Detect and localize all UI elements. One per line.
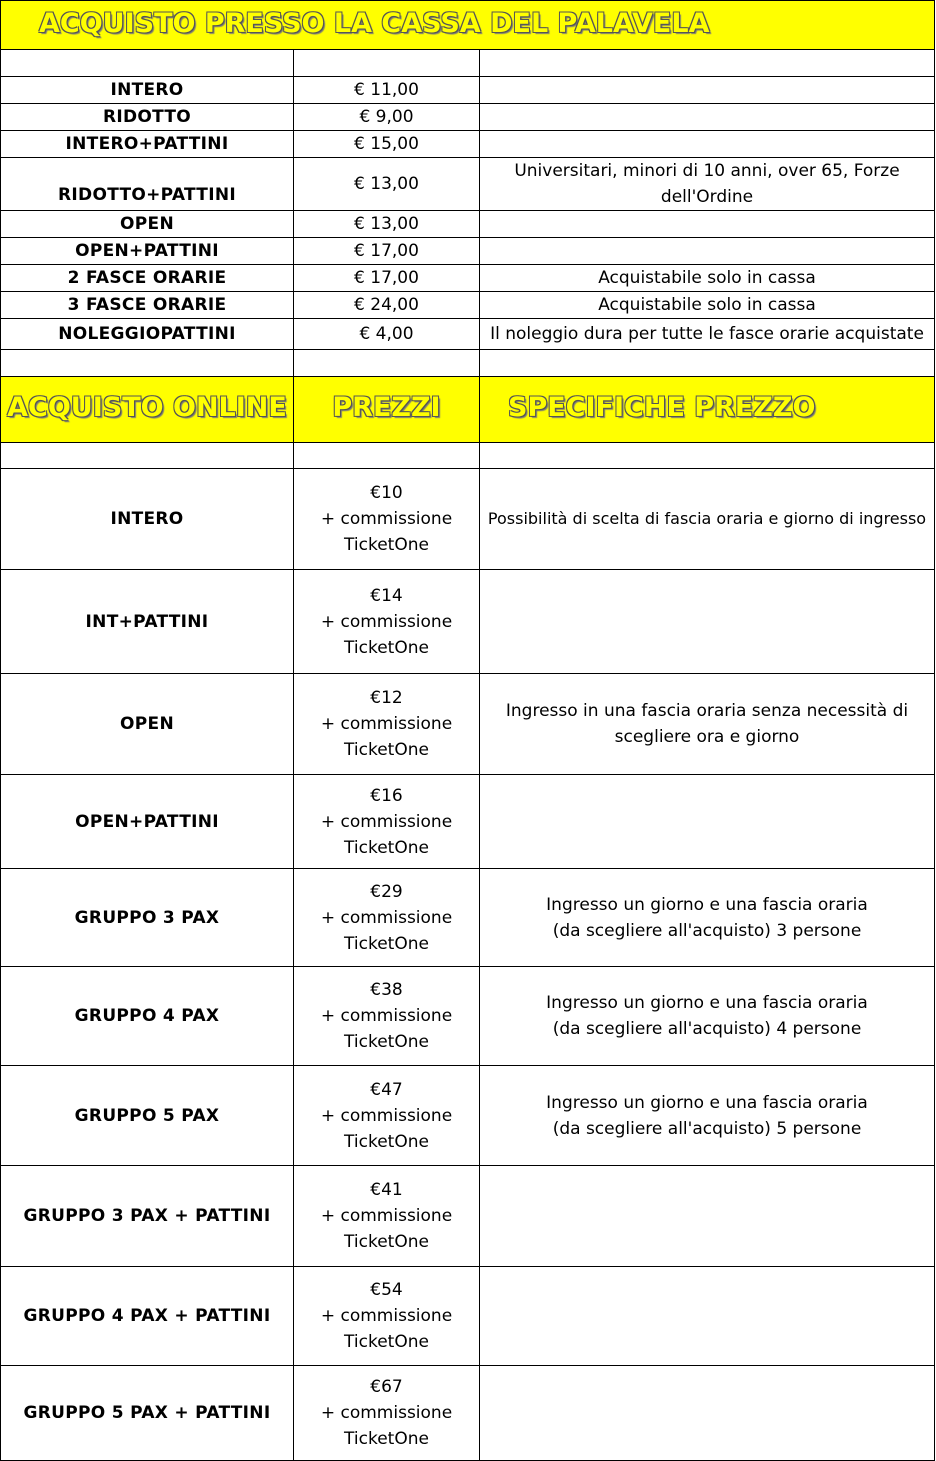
table-row xyxy=(1,158,935,211)
ticket-price: € 15,00 xyxy=(294,131,480,158)
ticket-price-value: €41 xyxy=(370,1180,403,1200)
commission-provider: TicketOne xyxy=(344,933,429,954)
ticket-price-value: €29 xyxy=(370,881,403,902)
online-header-col3: SPECIFICHE PREZZO xyxy=(508,392,816,423)
ticket-label: OPEN+PATTINI xyxy=(1,775,294,869)
ticket-price-value: €54 xyxy=(370,1280,403,1300)
cassa-title-cell xyxy=(1,1,935,50)
ticket-label: 3 FASCE ORARIE xyxy=(1,292,294,319)
table-row xyxy=(1,104,935,131)
ticket-note-line: scegliere ora e giorno xyxy=(614,727,800,747)
table-row xyxy=(1,1166,935,1267)
commission-provider: TicketOne xyxy=(344,1232,429,1252)
ticket-price-value: €67 xyxy=(370,1377,403,1397)
ticket-price xyxy=(294,869,480,967)
ticket-price xyxy=(294,1267,480,1366)
table-row xyxy=(1,1066,935,1166)
online-header-col1: ACQUISTO ONLINE xyxy=(7,392,287,423)
ticket-price xyxy=(294,1166,480,1267)
cassa-title: ACQUISTO PRESSO LA CASSA DEL PALAVELA xyxy=(39,7,710,39)
ticket-price: € 17,00 xyxy=(294,265,480,292)
table-row xyxy=(1,292,935,319)
table-row xyxy=(1,211,935,238)
ticket-note-line: Possibilità di scelta di fascia oraria e giorno di ingresso xyxy=(487,509,927,528)
commission-provider: TicketOne xyxy=(344,637,429,658)
ticket-note xyxy=(480,158,935,211)
empty-cell xyxy=(294,443,480,469)
ticket-label: GRUPPO 4 PAX xyxy=(1,967,294,1066)
ticket-note-line: Ingresso un giorno e una fascia oraria xyxy=(546,993,868,1013)
ticket-note xyxy=(480,1066,935,1166)
table-row xyxy=(1,265,935,292)
empty-cell xyxy=(294,50,480,77)
ticket-label: 2 FASCE ORARIE xyxy=(1,265,294,292)
commission-line: + commissione xyxy=(320,811,453,832)
commission-line: + commissione xyxy=(320,907,453,928)
commission-provider: TicketOne xyxy=(344,1332,429,1352)
table-row xyxy=(1,1267,935,1366)
ticket-price-value: €10 xyxy=(370,483,403,503)
ticket-price xyxy=(294,967,480,1066)
commission-provider: TicketOne xyxy=(344,1429,429,1449)
table-row xyxy=(1,674,935,775)
table-row xyxy=(1,775,935,869)
ticket-price-value: €38 xyxy=(370,980,403,1000)
online-header-col2: PREZZI xyxy=(332,392,441,423)
online-header-spec xyxy=(480,377,935,443)
commission-provider: TicketOne xyxy=(344,1131,429,1152)
online-header-price xyxy=(294,377,480,443)
ticket-price: € 9,00 xyxy=(294,104,480,131)
ticket-label: OPEN xyxy=(1,674,294,775)
ticket-note xyxy=(480,131,935,158)
table-row xyxy=(1,319,935,350)
ticket-price xyxy=(294,469,480,570)
ticket-label: RIDOTTO xyxy=(1,104,294,131)
ticket-price xyxy=(294,1066,480,1166)
ticket-note-line: Ingresso in una fascia oraria senza necessità di xyxy=(505,701,909,721)
ticket-price: € 11,00 xyxy=(294,77,480,104)
online-header-row xyxy=(1,377,935,443)
empty-cell xyxy=(480,350,935,377)
ticket-label: GRUPPO 3 PAX xyxy=(1,869,294,967)
table-row xyxy=(1,570,935,674)
table-row xyxy=(1,469,935,570)
ticket-label: GRUPPO 3 PAX + PATTINI xyxy=(1,1166,294,1267)
commission-provider: TicketOne xyxy=(344,740,429,760)
ticket-label: GRUPPO 4 PAX + PATTINI xyxy=(1,1267,294,1366)
commission-line: + commissione xyxy=(320,1206,453,1226)
commission-line: + commissione xyxy=(320,611,453,632)
ticket-price: € 4,00 xyxy=(294,319,480,350)
ticket-note: Acquistabile solo in cassa xyxy=(480,265,935,292)
online-price-table xyxy=(0,376,935,469)
ticket-note: Il noleggio dura per tutte le fasce orarie acquistate xyxy=(480,319,935,350)
ticket-price-value: €12 xyxy=(370,688,403,708)
ticket-label: INT+PATTINI xyxy=(1,570,294,674)
ticket-label: OPEN+PATTINI xyxy=(1,238,294,265)
ticket-label: GRUPPO 5 PAX + PATTINI xyxy=(1,1366,294,1461)
table-row xyxy=(1,967,935,1066)
ticket-price xyxy=(294,1366,480,1461)
ticket-note xyxy=(480,1366,935,1461)
empty-cell xyxy=(480,50,935,77)
ticket-note xyxy=(480,211,935,238)
ticket-note-line: (da scegliere all'acquisto) 4 persone xyxy=(552,1019,862,1039)
ticket-note xyxy=(480,967,935,1066)
ticket-note xyxy=(480,1267,935,1366)
commission-line: + commissione xyxy=(320,509,453,529)
ticket-note xyxy=(480,775,935,869)
ticket-label: INTERO+PATTINI xyxy=(1,131,294,158)
commission-line: + commissione xyxy=(320,1006,453,1026)
ticket-note-line: (da scegliere all'acquisto) 3 persone xyxy=(552,920,862,941)
cassa-price-table xyxy=(0,0,935,377)
ticket-price: € 13,00 xyxy=(294,211,480,238)
commission-line: + commissione xyxy=(320,714,453,734)
ticket-price-value: €14 xyxy=(370,585,403,606)
commission-provider: TicketOne xyxy=(344,535,429,555)
table-row xyxy=(1,238,935,265)
commission-line: + commissione xyxy=(320,1403,453,1423)
ticket-price-value: €47 xyxy=(370,1079,403,1100)
table-row xyxy=(1,77,935,104)
ticket-price: € 13,00 xyxy=(294,158,480,211)
ticket-price-value: €16 xyxy=(370,785,403,806)
ticket-note xyxy=(480,1166,935,1267)
ticket-label: INTERO xyxy=(1,469,294,570)
ticket-label: OPEN xyxy=(1,211,294,238)
commission-provider: TicketOne xyxy=(344,837,429,858)
ticket-note xyxy=(480,570,935,674)
ticket-label: RIDOTTO+PATTINI xyxy=(1,158,294,211)
online-rows-table xyxy=(0,468,935,1461)
ticket-note xyxy=(480,674,935,775)
ticket-note xyxy=(480,469,935,570)
ticket-price xyxy=(294,775,480,869)
online-header-label xyxy=(1,377,294,443)
empty-cell xyxy=(480,443,935,469)
empty-cell xyxy=(294,350,480,377)
ticket-note: Acquistabile solo in cassa xyxy=(480,292,935,319)
ticket-price xyxy=(294,570,480,674)
ticket-note xyxy=(480,104,935,131)
table-row xyxy=(1,131,935,158)
empty-cell xyxy=(1,50,294,77)
ticket-note xyxy=(480,77,935,104)
ticket-label: GRUPPO 5 PAX xyxy=(1,1066,294,1166)
ticket-note-line: dell'Ordine xyxy=(660,187,754,207)
ticket-note-line: Universitari, minori di 10 anni, over 65, Forze xyxy=(514,161,900,181)
ticket-note-line: (da scegliere all'acquisto) 5 persone xyxy=(552,1118,862,1139)
table-row xyxy=(1,1366,935,1461)
empty-cell xyxy=(1,350,294,377)
empty-cell xyxy=(1,443,294,469)
ticket-price: € 24,00 xyxy=(294,292,480,319)
ticket-price: € 17,00 xyxy=(294,238,480,265)
commission-line: + commissione xyxy=(320,1105,453,1126)
commission-provider: TicketOne xyxy=(344,1032,429,1052)
table-row xyxy=(1,869,935,967)
commission-line: + commissione xyxy=(320,1306,453,1326)
ticket-note-line: Ingresso un giorno e una fascia oraria xyxy=(546,894,868,915)
ticket-note xyxy=(480,869,935,967)
ticket-label: INTERO xyxy=(1,77,294,104)
ticket-note xyxy=(480,238,935,265)
ticket-price xyxy=(294,674,480,775)
ticket-label: NOLEGGIOPATTINI xyxy=(1,319,294,350)
ticket-note-line: Ingresso un giorno e una fascia oraria xyxy=(546,1092,868,1113)
